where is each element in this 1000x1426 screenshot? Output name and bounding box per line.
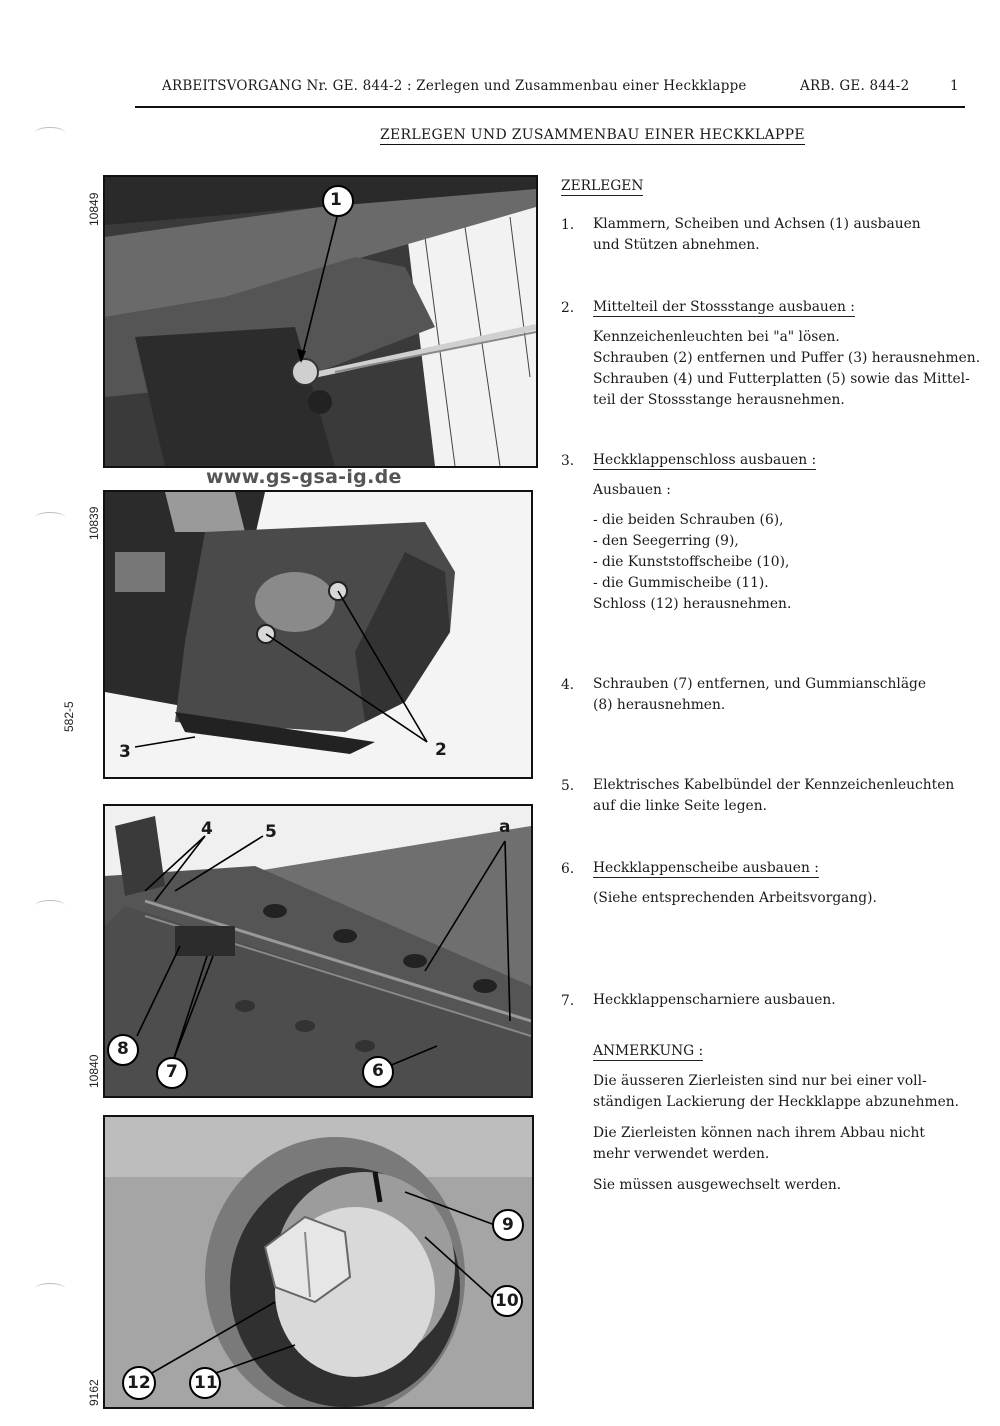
step-text-line: Ausbauen : bbox=[593, 482, 671, 498]
photo-lock-assembly bbox=[103, 1115, 534, 1409]
binder-hole-mark bbox=[35, 512, 65, 523]
step-text-line: Schrauben (7) entfernen, und Gummianschläge bbox=[593, 676, 927, 692]
binder-hole-mark bbox=[35, 900, 65, 911]
step-3-body bbox=[593, 450, 816, 615]
note-title: ANMERKUNG : bbox=[593, 1043, 704, 1059]
step-number: 7. bbox=[561, 993, 575, 1009]
doc-code-582-5: 582-5 bbox=[62, 701, 76, 732]
step-text-line: Schrauben (4) und Futterplatten (5) sowie das Mittel- bbox=[593, 371, 970, 387]
binder-hole-mark bbox=[35, 1283, 65, 1294]
callout-6: 6 bbox=[372, 1061, 384, 1081]
step-1-body bbox=[593, 214, 921, 256]
header-left: ARBEITSVORGANG Nr. GE. 844-2 : Zerlegen und Zusammenbau einer Heckklappe bbox=[162, 78, 747, 94]
photo-code-9162: 9162 bbox=[87, 1379, 101, 1406]
step-text-line: teil der Stossstange herausnehmen. bbox=[593, 392, 845, 408]
callout-2: 2 bbox=[435, 740, 447, 760]
step-number: 6. bbox=[561, 861, 575, 877]
step-text-line: (Siehe entsprechenden Arbeitsvorgang). bbox=[593, 890, 877, 906]
list-item: - den Seegerring (9), bbox=[593, 533, 739, 549]
step-heading: Heckklappenscheibe ausbauen : bbox=[593, 860, 819, 876]
callout-8: 8 bbox=[117, 1039, 129, 1059]
photo-tailgate-underside bbox=[103, 804, 533, 1098]
note-text-line: mehr verwendet werden. bbox=[593, 1146, 770, 1162]
photo-strut-mount bbox=[103, 175, 538, 468]
step-text-line: Schloss (12) herausnehmen. bbox=[593, 596, 792, 612]
step-text-line: Heckklappenscharniere ausbauen. bbox=[593, 992, 836, 1008]
callout-4: 4 bbox=[201, 819, 213, 839]
list-item: - die Kunststoffscheibe (10), bbox=[593, 554, 790, 570]
step-6-body bbox=[593, 858, 877, 909]
step-4-body bbox=[593, 674, 926, 716]
note-text-line: Sie müssen ausgewechselt werden. bbox=[593, 1177, 842, 1193]
step-text-line: Kennzeichenleuchten bei "a" lösen. bbox=[593, 329, 840, 345]
callout-12: 12 bbox=[127, 1373, 151, 1393]
step-text-line: Klammern, Scheiben und Achsen (1) ausbauen bbox=[593, 216, 921, 232]
list-item: - die beiden Schrauben (6), bbox=[593, 512, 784, 528]
step-text-line: (8) herausnehmen. bbox=[593, 697, 726, 713]
callout-7: 7 bbox=[166, 1062, 178, 1082]
page-number: 1 bbox=[950, 78, 959, 94]
step-number: 2. bbox=[561, 300, 575, 316]
photo-bumper-center bbox=[103, 490, 533, 779]
photo-code-10839: 10839 bbox=[87, 506, 101, 540]
photo-code-10849: 10849 bbox=[87, 192, 101, 226]
note-text-line: Die Zierleisten können nach ihrem Abbau nicht bbox=[593, 1125, 925, 1141]
callout-9: 9 bbox=[502, 1215, 514, 1235]
callout-5: 5 bbox=[265, 822, 277, 842]
callout-a: a bbox=[499, 817, 511, 837]
note-text-line: Die äusseren Zierleisten sind nur bei einer voll- bbox=[593, 1073, 927, 1089]
callout-11: 11 bbox=[194, 1373, 218, 1393]
list-item: - die Gummischeibe (11). bbox=[593, 575, 769, 591]
section-heading: ZERLEGEN bbox=[561, 178, 644, 194]
step-text-line: Schrauben (2) entfernen und Puffer (3) herausnehmen. bbox=[593, 350, 981, 366]
step-text-line: Elektrisches Kabelbündel der Kennzeichenleuchten bbox=[593, 777, 955, 793]
callout-10: 10 bbox=[495, 1291, 519, 1311]
step-heading: Mittelteil der Stossstange ausbauen : bbox=[593, 299, 855, 315]
step-7-body bbox=[593, 990, 836, 1011]
step-number: 1. bbox=[561, 217, 575, 233]
step-number: 5. bbox=[561, 778, 575, 794]
step-number: 3. bbox=[561, 453, 575, 469]
step-text-line: auf die linke Seite legen. bbox=[593, 798, 767, 814]
note-text-line: ständigen Lackierung der Heckklappe abzunehmen. bbox=[593, 1094, 960, 1110]
note-block bbox=[593, 1041, 959, 1196]
step-number: 4. bbox=[561, 677, 575, 693]
callout-3: 3 bbox=[119, 742, 131, 762]
step-5-body bbox=[593, 775, 954, 817]
binder-hole-mark bbox=[35, 127, 65, 138]
step-heading: Heckklappenschloss ausbauen : bbox=[593, 452, 817, 468]
website-watermark: www.gs-gsa-ig.de bbox=[206, 466, 402, 488]
callout-1: 1 bbox=[330, 190, 342, 210]
page-title: ZERLEGEN UND ZUSAMMENBAU EINER HECKKLAPPE bbox=[380, 127, 805, 143]
header-doc-code: ARB. GE. 844-2 bbox=[800, 78, 910, 94]
step-text-line: und Stützen abnehmen. bbox=[593, 237, 760, 253]
header-rule bbox=[135, 106, 965, 108]
step-2-body bbox=[593, 297, 980, 411]
photo-code-10840: 10840 bbox=[87, 1054, 101, 1088]
